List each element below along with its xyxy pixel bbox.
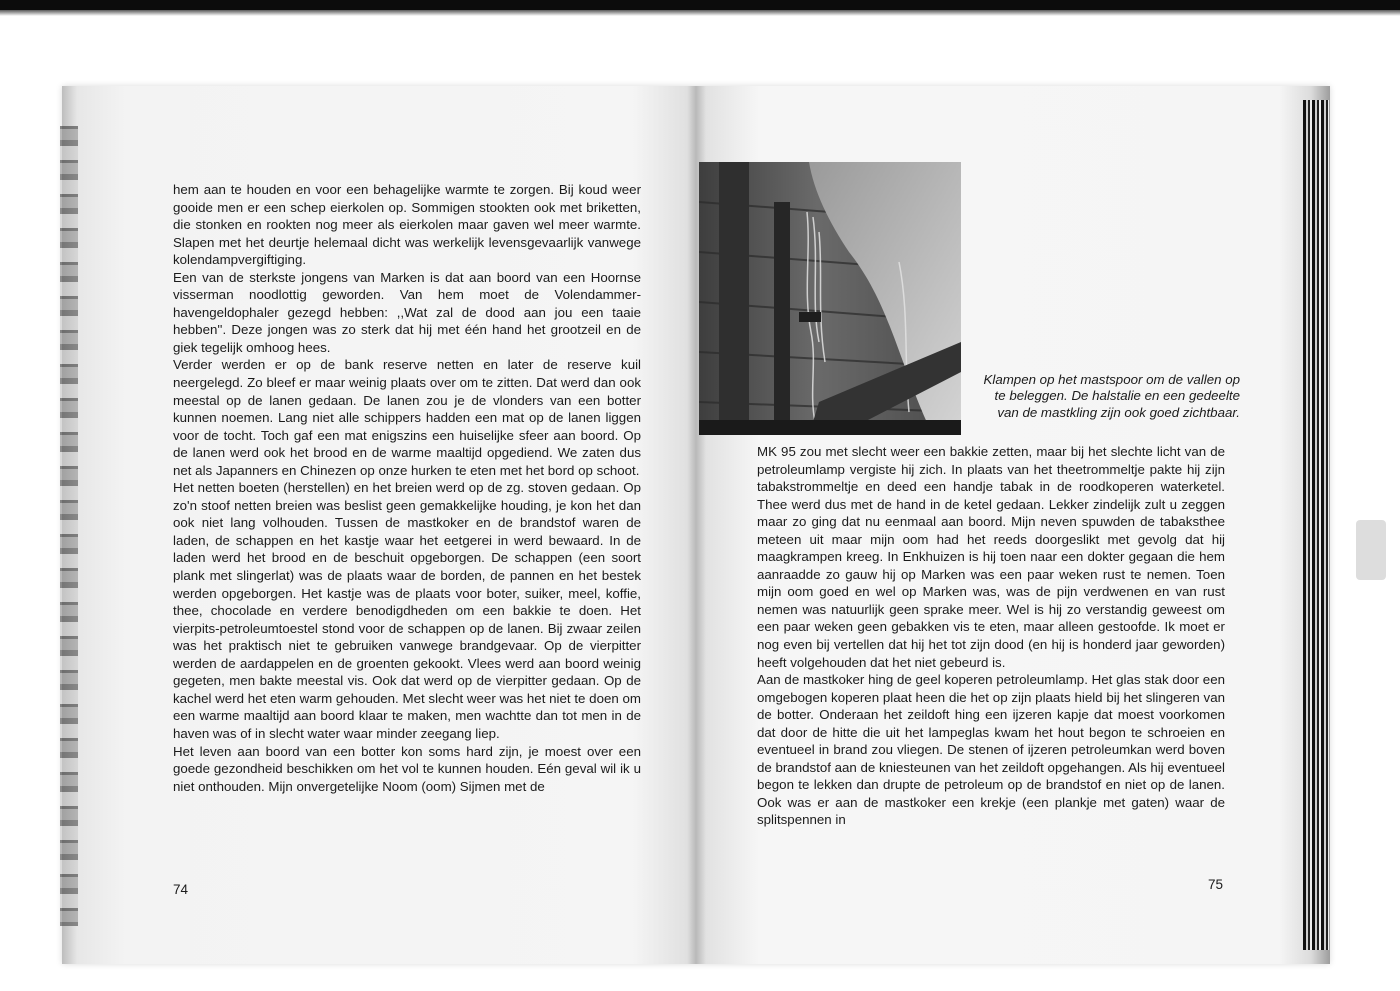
scan-top-shadow [0, 10, 1400, 16]
left-page-body: hem aan te houden en voor een behagelijke warmte te zorgen. Bij koud weer gooide men er een schep eierkolen op. Sommigen stookten ook met briketten, die stonken en rookten nog meer als eierkolen maar gaven wel meer warmte. Slapen met het deurtje helemaal dicht was werkelijk levensgevaarlijk vanwege kolendampvergiftiging. Een van de sterkste jongens van Marken is dat aan boord van een Hoornse visserman noodlottig geworden. Van hem moet de Volendammer-havengeldophaler gezegd hebben: ,,Wat zal de dood aan jou een taaie hebben''. Deze jongen was zo sterk dat hij met één hand het grootzeil en de giek tegelijk omhoog hees. Verder werden er op de bank reserve netten en later de reserve kuil neergelegd. Zo bleef er maar weinig plaats over om te zitten. Dat werd dan ook meestal op de lanen gedaan. De lanen zou je de vlonders van een botter kunnen noemen. Lang niet alle schippers hadden een mat op de lanen liggen voor de tocht. Toch gaf een mat enigszins een huiselijke sfeer aan boord. Op de lanen werd ook het brood en de warme maaltijd opgediend. We zaten dus net als Japanners en Chinezen op onze hurken te eten met het bord op schoot. Het netten boeten (herstellen) en het breien werd op de zg. stoven gedaan. Op zo'n stoof netten breien was beslist geen gemakkelijke houding, je kon het dan ook niet lang volhouden. Tussen de mastkoker en de brandstof waren de laden, de schappen en het kastje waar het eetgerei in werd bewaard. In de laden werd het brood en de beschuit opgeborgen. De schappen (een soort plank met slingerlat) was de plaats waar de borden, de pannen en het bestek werden opgeborgen. Het kastje was de plaats voor boter, suiker, meel, koffie, thee, chocolade en verdere benodigdheden om een bakkie te doen. Het vierpits-petroleumtoestel stond voor de schappen op de lanen. Bij zwaar zeilen was het praktisch niet te gebruiken vanwege brandgevaar. Op de vierpitter werden de aardappelen en de groenten gekookt. Vlees werd aan boord weinig gegeten, men bakte meestal vis. Ook dat werd op de vierpitter gedaan. Op de kachel werd het eten warm gehouden. Met slecht weer was het niet te doen om een warme maaltijd aan boord klaar te maken, men wachtte dan tot men in de haven was of in slecht water waar minder zeegang liep. Het leven aan boord van een botter kon soms hard zijn, je moest over een goede gezondheid beschikken om het vol te kunnen houden. Eén geval wil ik u niet onthouden. Mijn onvergetelijke Noom (oom) Sijmen met de [173, 182, 641, 794]
left-page-edge [60, 126, 78, 926]
page-number-right: 75 [1208, 877, 1224, 892]
mast-photo [699, 162, 961, 435]
scan-top-border [0, 0, 1400, 10]
right-page-edge [1303, 100, 1329, 950]
scan-artifact [1356, 520, 1386, 580]
right-page-body: MK 95 zou met slecht weer een bakkie zetten, maar bij het slechte licht van de petroleumlamp vergiste hij zich. In plaats van het theetrommeltje pakte hij zijn tabakstrommeltje en deed een handje tabak in de roodkoperen waterketel. Thee werd dus met de hand in de ketel gedaan. Lekker zindelijk zult u zeggen maar zo ging dat nu eenmaal aan boord. Mijn neven spuwden de tabaksthee meteen uit maar mijn oom had het reeds doorgeslikt met gevolg dat hij maagkrampen kreeg. In Enkhuizen is hij toen naar een dokter gegaan die hem aanraadde zo gauw hij op Marken was een paar weken rust te nemen. Toen mijn oom goed en wel op Marken was, was de pijn verdwenen en van rust nemen was natuurlijk geen sprake meer. Wel is hij zo verstandig geweest om een paar weken geen gebakken vis te eten, maar alleen gestoofde. Ik moet er nog even bij vertellen dat hij het tot zijn dood (en hij is honderd jaar geworden) heeft volgehouden dat het niet gebeurd is. Aan de mastkoker hing de geel koperen petroleumlamp. Het glas stak door een omgebogen koperen plaat heen die het op zijn plaats hield bij het slingeren van de botter. Onderaan het zeildoft hing een ijzeren kapje dat moest voorkomen dat door de hitte die uit het lampeglas kwam het hout begon te schroeien en eventueel in brand zou vliegen. De stenen of ijzeren petroleumkan werd boven de brandstof aan de kniesteunen van het zeildoft opgehangen. Als hij eventueel begon te lekken dan drupte de petroleum op de brandstof en niet op de lanen. Ook was er aan de mastkoker een krekje (een plankje met gaten) waar de splitspennen in [757, 444, 1225, 828]
mast-photo-image [699, 162, 961, 435]
page-number-left: 74 [173, 882, 189, 897]
photo-caption: Klampen op het mastspoor om de vallen op te beleggen. De halstalie en een gedeelte van de mastkling zijn ook goed zichtbaar. [983, 372, 1240, 420]
